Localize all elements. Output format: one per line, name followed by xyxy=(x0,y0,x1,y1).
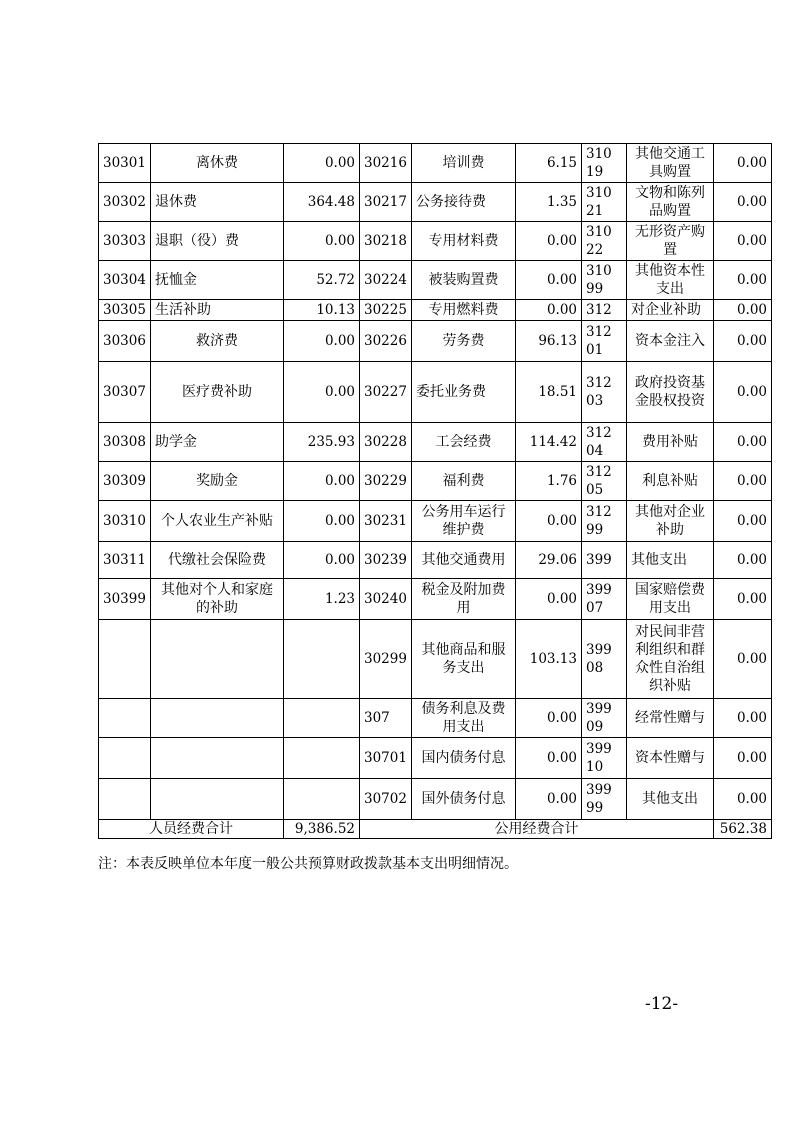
public-code-cell: 30239 xyxy=(360,542,412,579)
capital-amount-cell: 0.00 xyxy=(714,699,772,738)
personnel-item-cell: 代缴社会保险费 xyxy=(151,542,284,579)
table-row xyxy=(99,501,772,542)
personnel-amount-cell: 0.00 xyxy=(284,144,360,183)
personnel-code-cell: 30310 xyxy=(99,501,151,542)
personnel-item-cell: 离休费 xyxy=(151,144,284,183)
table-note: 注：本表反映单位本年度一般公共预算财政拨款基本支出明细情况。 xyxy=(98,856,518,872)
public-code-cell: 30227 xyxy=(360,362,412,423)
capital-code-cell: 31204 xyxy=(582,423,627,462)
capital-amount-cell: 0.00 xyxy=(714,321,772,362)
personnel-code-cell: 30311 xyxy=(99,542,151,579)
totals-row xyxy=(99,820,772,839)
personnel-amount-cell: 1.23 xyxy=(284,579,360,620)
capital-amount-cell: 0.00 xyxy=(714,542,772,579)
capital-code-cell: 39999 xyxy=(582,779,627,820)
personnel-amount-cell: 235.93 xyxy=(284,423,360,462)
capital-code-cell: 31019 xyxy=(582,144,627,183)
capital-amount-cell: 0.00 xyxy=(714,362,772,423)
public-amount-cell: 0.00 xyxy=(516,579,582,620)
public-code-cell: 30701 xyxy=(360,738,412,779)
personnel-code-cell xyxy=(99,620,151,699)
public-item-cell: 福利费 xyxy=(412,462,516,501)
public-item-cell: 委托业务费 xyxy=(412,362,516,423)
table-row xyxy=(99,542,772,579)
personnel-item-cell: 医疗费补助 xyxy=(151,362,284,423)
public-amount-cell: 96.13 xyxy=(516,321,582,362)
public-code-cell: 30216 xyxy=(360,144,412,183)
personnel-code-cell: 30306 xyxy=(99,321,151,362)
table-row xyxy=(99,362,772,423)
capital-amount-cell: 0.00 xyxy=(714,261,772,300)
personnel-code-cell: 30303 xyxy=(99,222,151,261)
capital-item-cell: 经常性赠与 xyxy=(627,699,714,738)
personnel-amount-cell xyxy=(284,699,360,738)
capital-item-cell: 其他资本性支出 xyxy=(627,261,714,300)
personnel-item-cell: 其他对个人和家庭的补助 xyxy=(151,579,284,620)
public-code-cell: 30217 xyxy=(360,183,412,222)
personnel-amount-cell: 0.00 xyxy=(284,462,360,501)
capital-item-cell: 资本金注入 xyxy=(627,321,714,362)
personnel-amount-cell: 0.00 xyxy=(284,222,360,261)
personnel-item-cell: 抚恤金 xyxy=(151,261,284,300)
personnel-total-label: 人员经费合计 xyxy=(99,820,284,839)
capital-amount-cell: 0.00 xyxy=(714,144,772,183)
public-code-cell: 30218 xyxy=(360,222,412,261)
public-code-cell: 30228 xyxy=(360,423,412,462)
table-row xyxy=(99,462,772,501)
public-code-cell: 307 xyxy=(360,699,412,738)
public-item-cell: 税金及附加费用 xyxy=(412,579,516,620)
public-amount-cell: 0.00 xyxy=(516,261,582,300)
capital-amount-cell: 0.00 xyxy=(714,779,772,820)
personnel-item-cell: 奖励金 xyxy=(151,462,284,501)
personnel-amount-cell: 52.72 xyxy=(284,261,360,300)
capital-item-cell: 无形资产购置 xyxy=(627,222,714,261)
capital-amount-cell: 0.00 xyxy=(714,183,772,222)
capital-code-cell: 31021 xyxy=(582,183,627,222)
personnel-amount-cell: 0.00 xyxy=(284,501,360,542)
capital-code-cell: 39910 xyxy=(582,738,627,779)
personnel-code-cell: 30309 xyxy=(99,462,151,501)
public-item-cell: 培训费 xyxy=(412,144,516,183)
public-item-cell: 公务用车运行维护费 xyxy=(412,501,516,542)
public-amount-cell: 6.15 xyxy=(516,144,582,183)
capital-item-cell: 对企业补助 xyxy=(627,300,714,321)
capital-amount-cell: 0.00 xyxy=(714,222,772,261)
public-item-cell: 工会经费 xyxy=(412,423,516,462)
table-row xyxy=(99,144,772,183)
capital-item-cell: 其他支出 xyxy=(627,542,714,579)
public-code-cell: 30702 xyxy=(360,779,412,820)
public-amount-cell: 1.76 xyxy=(516,462,582,501)
personnel-item-cell: 退职（役）费 xyxy=(151,222,284,261)
personnel-amount-cell: 10.13 xyxy=(284,300,360,321)
personnel-item-cell xyxy=(151,620,284,699)
capital-item-cell: 国家赔偿费用支出 xyxy=(627,579,714,620)
page-number: -12- xyxy=(645,994,679,1014)
capital-item-cell: 费用补贴 xyxy=(627,423,714,462)
capital-item-cell: 其他对企业补助 xyxy=(627,501,714,542)
public-amount-cell: 18.51 xyxy=(516,362,582,423)
capital-code-cell: 31205 xyxy=(582,462,627,501)
public-amount-cell: 0.00 xyxy=(516,222,582,261)
personnel-code-cell xyxy=(99,779,151,820)
capital-amount-cell: 0.00 xyxy=(714,620,772,699)
table-row xyxy=(99,300,772,321)
table-row xyxy=(99,222,772,261)
personnel-amount-cell: 364.48 xyxy=(284,183,360,222)
table-row xyxy=(99,423,772,462)
capital-item-cell: 资本性赠与 xyxy=(627,738,714,779)
capital-item-cell: 对民间非营利组织和群众性自治组织补贴 xyxy=(627,620,714,699)
personnel-amount-cell xyxy=(284,620,360,699)
public-item-cell: 国外债务付息 xyxy=(412,779,516,820)
personnel-code-cell: 30301 xyxy=(99,144,151,183)
public-item-cell: 其他交通费用 xyxy=(412,542,516,579)
personnel-code-cell: 30307 xyxy=(99,362,151,423)
capital-code-cell: 399 xyxy=(582,542,627,579)
personnel-amount-cell: 0.00 xyxy=(284,321,360,362)
personnel-code-cell xyxy=(99,699,151,738)
public-item-cell: 债务利息及费用支出 xyxy=(412,699,516,738)
public-amount-cell: 1.35 xyxy=(516,183,582,222)
capital-item-cell: 政府投资基金股权投资 xyxy=(627,362,714,423)
capital-code-cell: 39907 xyxy=(582,579,627,620)
public-amount-cell: 0.00 xyxy=(516,699,582,738)
public-amount-cell: 0.00 xyxy=(516,300,582,321)
personnel-code-cell xyxy=(99,738,151,779)
public-amount-cell: 103.13 xyxy=(516,620,582,699)
table-row xyxy=(99,183,772,222)
public-item-cell: 国内债务付息 xyxy=(412,738,516,779)
personnel-amount-cell xyxy=(284,779,360,820)
personnel-item-cell: 助学金 xyxy=(151,423,284,462)
public-code-cell: 30231 xyxy=(360,501,412,542)
public-amount-cell: 29.06 xyxy=(516,542,582,579)
public-code-cell: 30240 xyxy=(360,579,412,620)
personnel-item-cell: 退休费 xyxy=(151,183,284,222)
table-body xyxy=(99,144,772,820)
public-item-cell: 公务接待费 xyxy=(412,183,516,222)
capital-amount-cell: 0.00 xyxy=(714,462,772,501)
capital-code-cell: 39908 xyxy=(582,620,627,699)
personnel-total-value: 9,386.52 xyxy=(284,820,360,839)
personnel-amount-cell xyxy=(284,738,360,779)
table-row xyxy=(99,620,772,699)
personnel-code-cell: 30308 xyxy=(99,423,151,462)
public-amount-cell: 0.00 xyxy=(516,779,582,820)
public-code-cell: 30229 xyxy=(360,462,412,501)
capital-amount-cell: 0.00 xyxy=(714,738,772,779)
table-row xyxy=(99,261,772,300)
public-item-cell: 专用燃料费 xyxy=(412,300,516,321)
public-amount-cell: 0.00 xyxy=(516,501,582,542)
personnel-code-cell: 30304 xyxy=(99,261,151,300)
table-row xyxy=(99,779,772,820)
capital-item-cell: 利息补贴 xyxy=(627,462,714,501)
personnel-amount-cell: 0.00 xyxy=(284,362,360,423)
personnel-item-cell: 生活补助 xyxy=(151,300,284,321)
capital-code-cell: 31099 xyxy=(582,261,627,300)
public-code-cell: 30225 xyxy=(360,300,412,321)
personnel-item-cell: 个人农业生产补贴 xyxy=(151,501,284,542)
capital-amount-cell: 0.00 xyxy=(714,501,772,542)
table-row xyxy=(99,699,772,738)
capital-code-cell: 31299 xyxy=(582,501,627,542)
capital-code-cell: 312 xyxy=(582,300,627,321)
public-total-label: 公用经费合计 xyxy=(360,820,714,839)
table-row xyxy=(99,738,772,779)
table-row xyxy=(99,579,772,620)
public-item-cell: 被装购置费 xyxy=(412,261,516,300)
personnel-item-cell xyxy=(151,779,284,820)
public-total-value: 562.38 xyxy=(714,820,772,839)
public-code-cell: 30224 xyxy=(360,261,412,300)
capital-code-cell: 31022 xyxy=(582,222,627,261)
public-item-cell: 专用材料费 xyxy=(412,222,516,261)
capital-amount-cell: 0.00 xyxy=(714,300,772,321)
capital-item-cell: 文物和陈列品购置 xyxy=(627,183,714,222)
capital-amount-cell: 0.00 xyxy=(714,579,772,620)
capital-code-cell: 39909 xyxy=(582,699,627,738)
public-item-cell: 劳务费 xyxy=(412,321,516,362)
capital-amount-cell: 0.00 xyxy=(714,423,772,462)
personnel-item-cell xyxy=(151,699,284,738)
public-amount-cell: 114.42 xyxy=(516,423,582,462)
capital-code-cell: 31203 xyxy=(582,362,627,423)
table-row xyxy=(99,321,772,362)
capital-item-cell: 其他交通工具购置 xyxy=(627,144,714,183)
personnel-code-cell: 30302 xyxy=(99,183,151,222)
capital-code-cell: 31201 xyxy=(582,321,627,362)
personnel-code-cell: 30399 xyxy=(99,579,151,620)
public-item-cell: 其他商品和服务支出 xyxy=(412,620,516,699)
expenditure-detail-table xyxy=(98,143,772,839)
personnel-item-cell xyxy=(151,738,284,779)
personnel-item-cell: 救济费 xyxy=(151,321,284,362)
personnel-code-cell: 30305 xyxy=(99,300,151,321)
capital-item-cell: 其他支出 xyxy=(627,779,714,820)
public-amount-cell: 0.00 xyxy=(516,738,582,779)
public-code-cell: 30299 xyxy=(360,620,412,699)
public-code-cell: 30226 xyxy=(360,321,412,362)
personnel-amount-cell: 0.00 xyxy=(284,542,360,579)
